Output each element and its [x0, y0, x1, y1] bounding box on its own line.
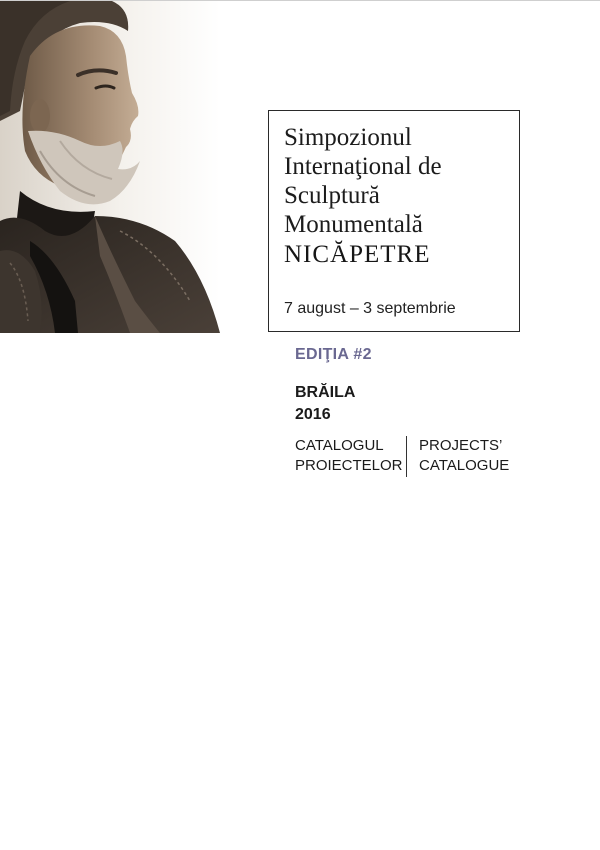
sculptor-portrait-photo	[0, 1, 220, 333]
portrait-illustration	[0, 1, 220, 333]
title-line: Internaţional de	[284, 153, 442, 180]
catalogue-en-line: PROJECTS’	[419, 437, 503, 454]
catalogue-en-line: CATALOGUE	[419, 457, 510, 474]
symposium-title-frame	[268, 110, 520, 332]
title-line: Sculptură	[284, 182, 380, 209]
artist-name: NICĂPETRE	[284, 241, 431, 268]
catalogue-ro-line: CATALOGUL	[295, 437, 384, 454]
city-year-block	[295, 382, 355, 426]
title-line: Simpozionul	[284, 124, 412, 151]
catalogue-ro-line: PROIECTELOR	[295, 457, 403, 474]
symposium-title	[284, 123, 514, 270]
city-name: BRĂILA	[295, 384, 356, 401]
title-line: Monumentală	[284, 211, 423, 238]
event-dates: 7 august – 3 septembrie	[284, 300, 456, 317]
catalogue-title-ro	[295, 436, 403, 476]
edition-label: EDIŢIA #2	[295, 346, 372, 363]
language-divider	[406, 436, 407, 477]
catalogue-title-en	[419, 436, 509, 476]
event-year: 2016	[295, 406, 331, 423]
